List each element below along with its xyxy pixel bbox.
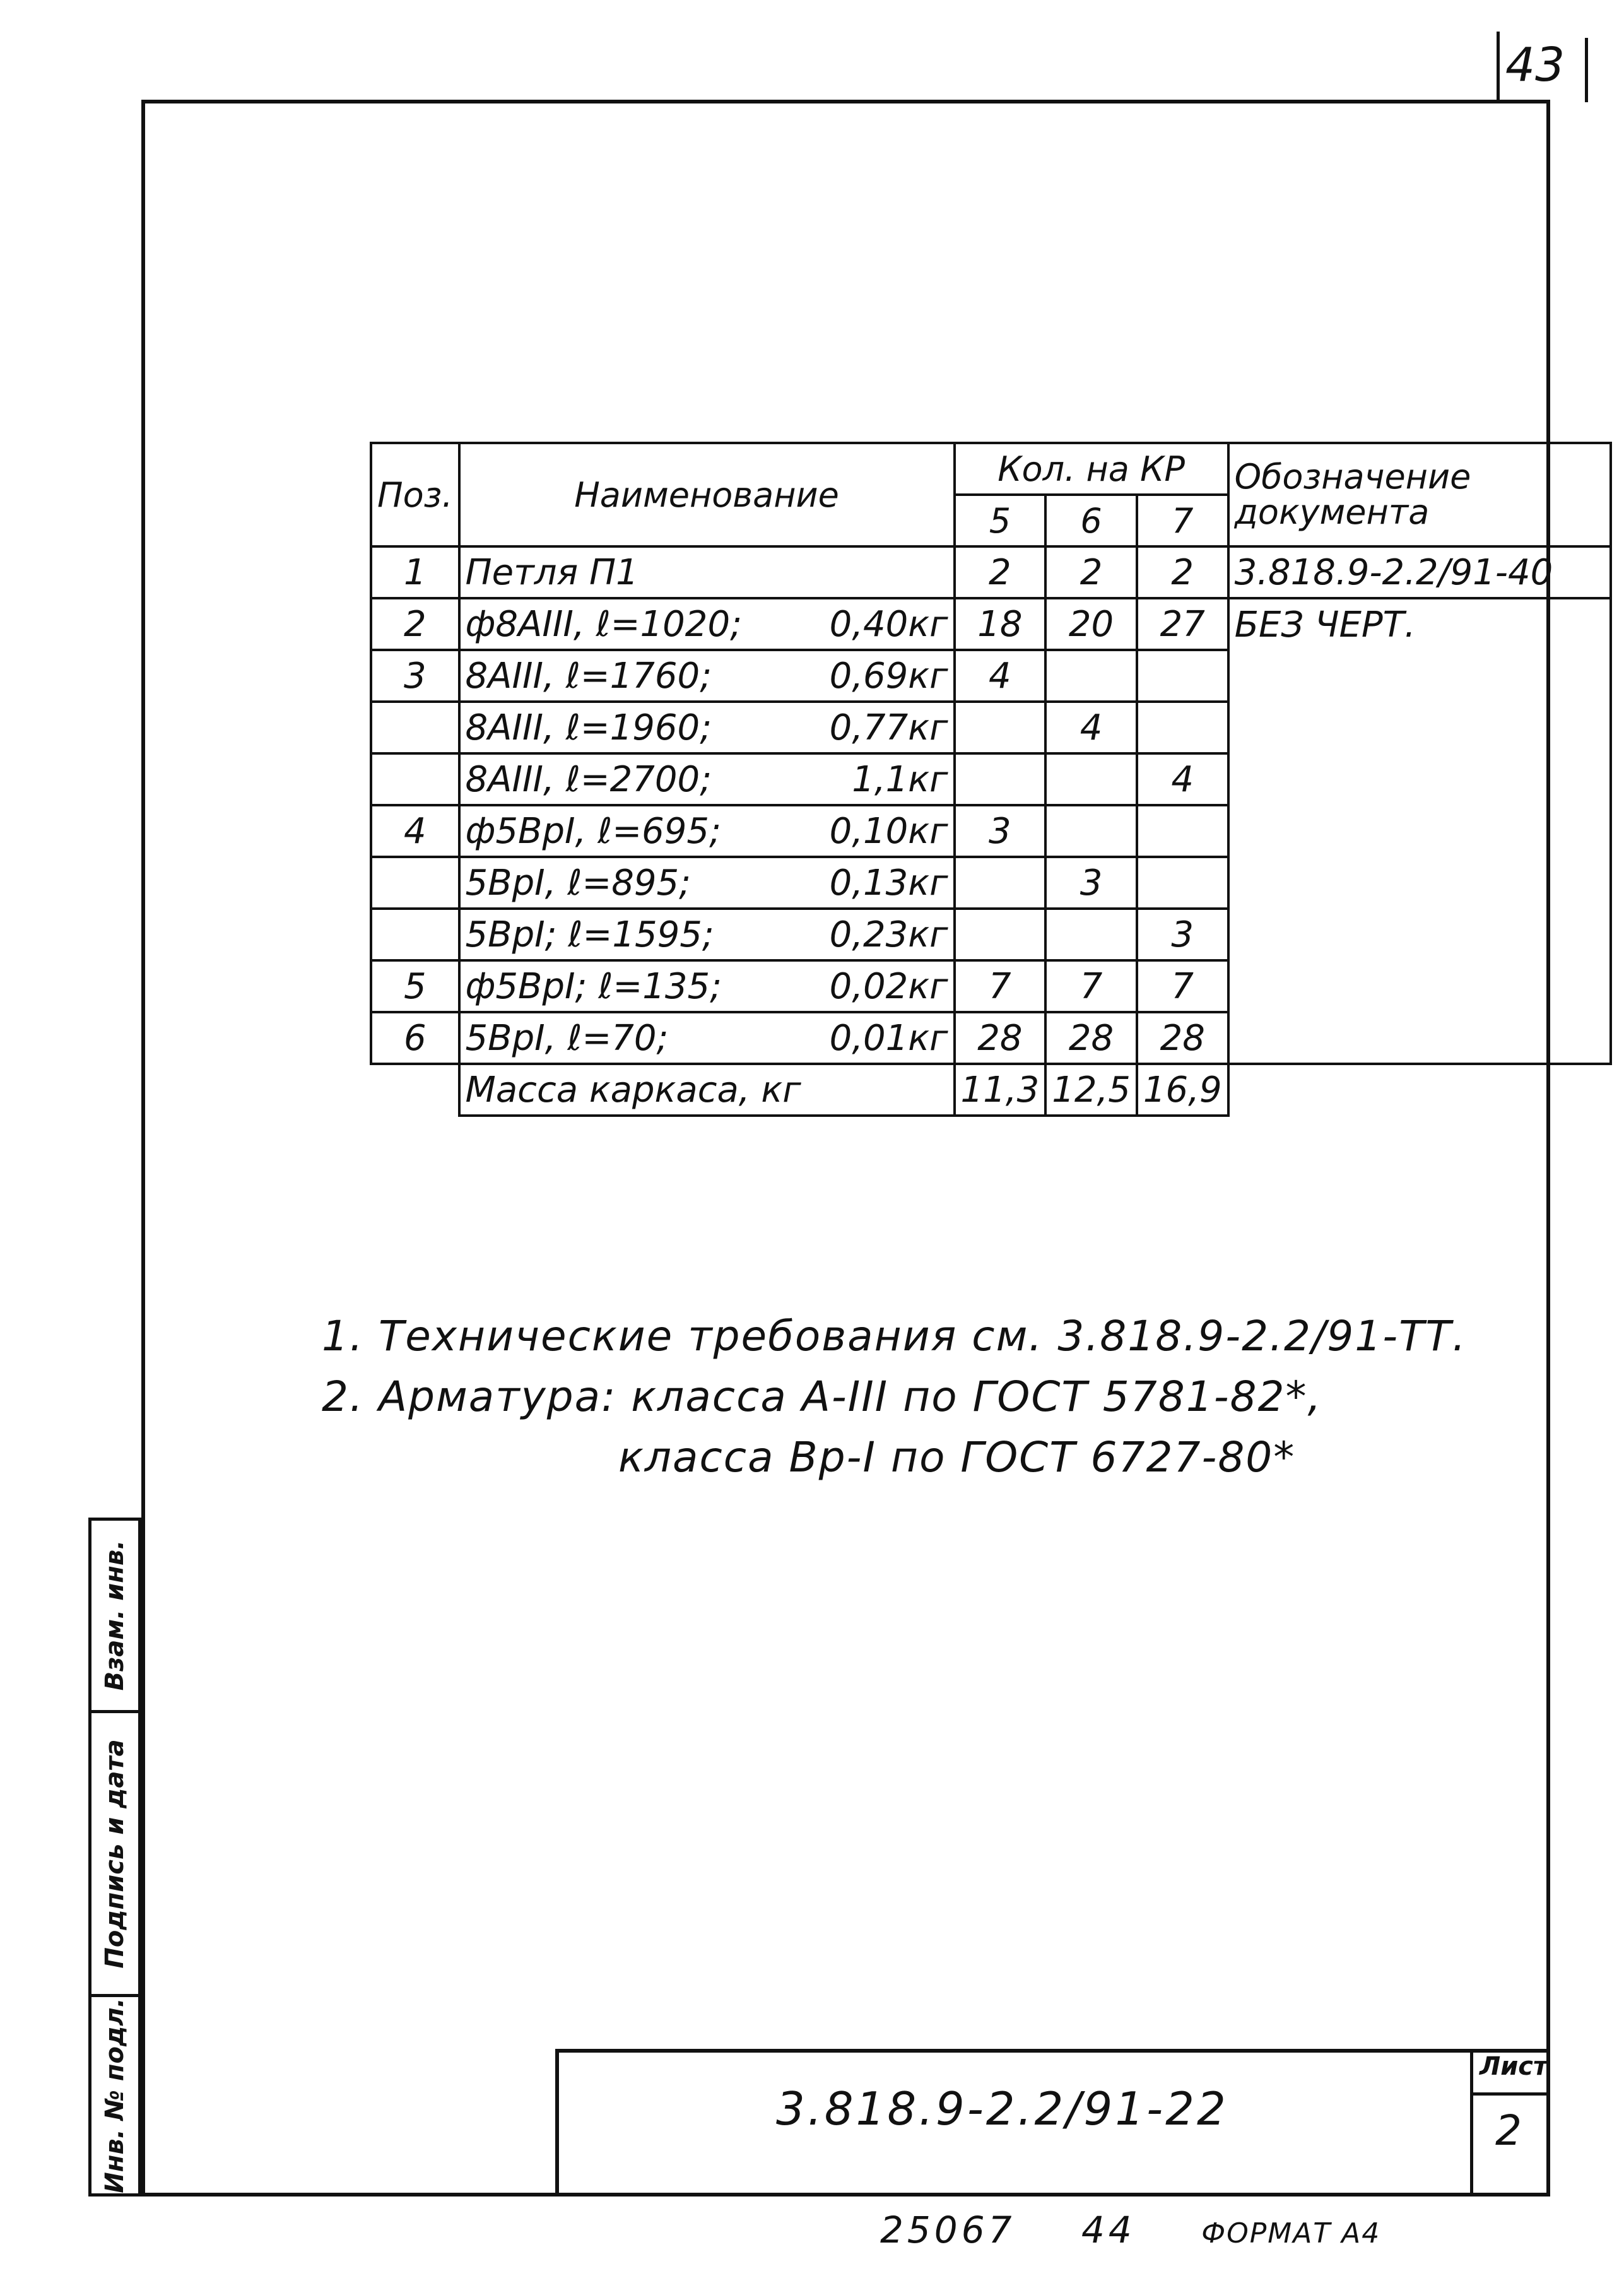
row-name-text: 8АIII, ℓ=2700; xyxy=(465,758,712,800)
sheet-number: 2 xyxy=(1495,2106,1522,2155)
row-q5 xyxy=(955,909,1046,960)
header-doc: Обозначение документа xyxy=(1228,443,1611,546)
table-row xyxy=(371,702,1611,753)
row-pos: 5 xyxy=(371,960,459,1012)
row-q6 xyxy=(1045,650,1137,702)
row-q7 xyxy=(1137,857,1228,909)
side-text-inv: Инв. № подл. xyxy=(100,1997,129,2193)
footer-num-2: 44 xyxy=(1081,2208,1136,2251)
row-name-text: 5ВрI, ℓ=895; xyxy=(465,862,691,904)
row-mass: 0,40кг xyxy=(829,603,948,645)
row-q7 xyxy=(1137,702,1228,753)
row-name xyxy=(459,909,955,960)
side-cell-vzam xyxy=(91,1521,138,1713)
row-pos: 2 xyxy=(371,598,459,650)
total-q7: 16,9 xyxy=(1137,1064,1228,1116)
row-q7: 28 xyxy=(1137,1012,1228,1064)
side-stamp-divider xyxy=(88,1710,141,1713)
row-pos: 4 xyxy=(371,805,459,857)
corner-divider xyxy=(1497,32,1500,102)
row-mass: 1,1кг xyxy=(852,758,948,800)
row-q5: 4 xyxy=(955,650,1046,702)
row-doc xyxy=(1228,960,1611,1012)
row-q5: 18 xyxy=(955,598,1046,650)
table-row xyxy=(371,857,1611,909)
table-total-row xyxy=(371,1064,1611,1116)
row-doc xyxy=(1228,702,1611,753)
row-name-text: Петля П1 xyxy=(465,551,638,593)
row-name-text: 8АIII, ℓ=1760; xyxy=(465,655,712,697)
footer-num-1: 25067 xyxy=(880,2208,1016,2251)
row-q6: 2 xyxy=(1045,546,1137,598)
row-mass: 0,77кг xyxy=(829,707,948,748)
total-label: Масса каркаса, кг xyxy=(459,1064,955,1116)
header-qty-group: Кол. на КР xyxy=(955,443,1228,495)
row-pos: 3 xyxy=(371,650,459,702)
side-stamp-divider xyxy=(88,1994,141,1997)
table-row xyxy=(371,909,1611,960)
row-doc xyxy=(1228,753,1611,805)
row-q6: 7 xyxy=(1045,960,1137,1012)
row-pos xyxy=(371,857,459,909)
note-2: 2. Арматура: класса А-III по ГОСТ 5781-82*, xyxy=(322,1372,1322,1421)
row-doc xyxy=(1228,857,1611,909)
doc-code: 3.818.9-2.2/91-22 xyxy=(776,2082,1228,2135)
format-label: ФОРМАТ А4 xyxy=(1201,2217,1381,2250)
row-name-text: ф5ВрI; ℓ=135; xyxy=(465,965,722,1007)
row-q6 xyxy=(1045,909,1137,960)
total-q6: 12,5 xyxy=(1045,1064,1137,1116)
sheet-label-divider xyxy=(1470,2092,1550,2096)
notes xyxy=(322,1306,1467,1488)
row-mass: 0,23кг xyxy=(829,914,948,955)
row-pos xyxy=(371,909,459,960)
row-name xyxy=(459,960,955,1012)
row-q7 xyxy=(1137,650,1228,702)
header-qty-5: 5 xyxy=(955,495,1046,546)
header-qty-7: 7 xyxy=(1137,495,1228,546)
row-q6: 3 xyxy=(1045,857,1137,909)
table-row xyxy=(371,805,1611,857)
row-q5: 7 xyxy=(955,960,1046,1012)
header-qty-6: 6 xyxy=(1045,495,1137,546)
total-pos-empty xyxy=(371,1064,459,1116)
row-mass: 0,10кг xyxy=(829,810,948,852)
row-doc xyxy=(1228,805,1611,857)
row-name xyxy=(459,857,955,909)
row-name xyxy=(459,702,955,753)
row-name xyxy=(459,546,955,598)
row-q7: 3 xyxy=(1137,909,1228,960)
row-q7: 4 xyxy=(1137,753,1228,805)
note-3: класса Вр-I по ГОСТ 6727-80* xyxy=(618,1433,1296,1482)
row-q5 xyxy=(955,753,1046,805)
note-1: 1. Технические требования см. 3.818.9-2.2/91-ТТ. xyxy=(322,1312,1467,1360)
corner-divider-right xyxy=(1585,38,1588,102)
row-name-text: 5ВрI, ℓ=70; xyxy=(465,1017,669,1059)
row-name-text: 8АIII, ℓ=1960; xyxy=(465,707,712,748)
row-mass: 0,02кг xyxy=(829,965,948,1007)
total-doc-empty xyxy=(1228,1064,1611,1116)
total-q5: 11,3 xyxy=(955,1064,1046,1116)
table-row xyxy=(371,598,1611,650)
table-row xyxy=(371,546,1611,598)
row-q6: 20 xyxy=(1045,598,1137,650)
row-name-text: 5ВрI; ℓ=1595; xyxy=(465,914,714,955)
row-name-text: ф8АIII, ℓ=1020; xyxy=(465,603,742,645)
row-doc xyxy=(1228,909,1611,960)
row-q6 xyxy=(1045,805,1137,857)
row-doc: 3.818.9-2.2/91-40 xyxy=(1228,546,1611,598)
row-q7: 7 xyxy=(1137,960,1228,1012)
row-q6: 28 xyxy=(1045,1012,1137,1064)
row-name xyxy=(459,1012,955,1064)
row-q7 xyxy=(1137,805,1228,857)
side-cell-podpis xyxy=(91,1713,138,1997)
row-mass: 0,13кг xyxy=(829,862,948,904)
sheet-label: Лист xyxy=(1480,2052,1548,2081)
row-name xyxy=(459,805,955,857)
row-q5: 28 xyxy=(955,1012,1046,1064)
row-name xyxy=(459,598,955,650)
row-doc xyxy=(1228,1012,1611,1064)
row-pos: 6 xyxy=(371,1012,459,1064)
side-text-podpis: Подпись и дата xyxy=(100,1738,129,1969)
table-row xyxy=(371,1012,1611,1064)
side-stamp xyxy=(88,1518,141,2197)
row-q7: 2 xyxy=(1137,546,1228,598)
row-name xyxy=(459,650,955,702)
header-name: Наименование xyxy=(459,443,955,546)
drawing-frame xyxy=(141,100,1550,2197)
row-pos: 1 xyxy=(371,546,459,598)
row-name-text: ф5ВрI, ℓ=695; xyxy=(465,810,721,852)
side-cell-inv xyxy=(91,1997,138,2193)
row-pos xyxy=(371,702,459,753)
row-q6 xyxy=(1045,753,1137,805)
footer xyxy=(880,2208,1431,2251)
row-q7: 27 xyxy=(1137,598,1228,650)
row-q5: 2 xyxy=(955,546,1046,598)
table-row xyxy=(371,753,1611,805)
row-mass: 0,69кг xyxy=(829,655,948,697)
row-q5 xyxy=(955,857,1046,909)
row-doc xyxy=(1228,650,1611,702)
row-doc: БЕЗ ЧЕРТ. xyxy=(1228,598,1611,650)
row-mass: 0,01кг xyxy=(829,1017,948,1059)
table-row xyxy=(371,650,1611,702)
row-q6: 4 xyxy=(1045,702,1137,753)
row-pos xyxy=(371,753,459,805)
table-row xyxy=(371,960,1611,1012)
sheet-corner-number: 43 xyxy=(1505,38,1565,92)
row-name xyxy=(459,753,955,805)
row-q5 xyxy=(955,702,1046,753)
row-q5: 3 xyxy=(955,805,1046,857)
side-text-vzam: Взам. инв. xyxy=(100,1540,129,1691)
header-pos: Поз. xyxy=(371,443,459,546)
spec-table xyxy=(370,442,1612,1117)
